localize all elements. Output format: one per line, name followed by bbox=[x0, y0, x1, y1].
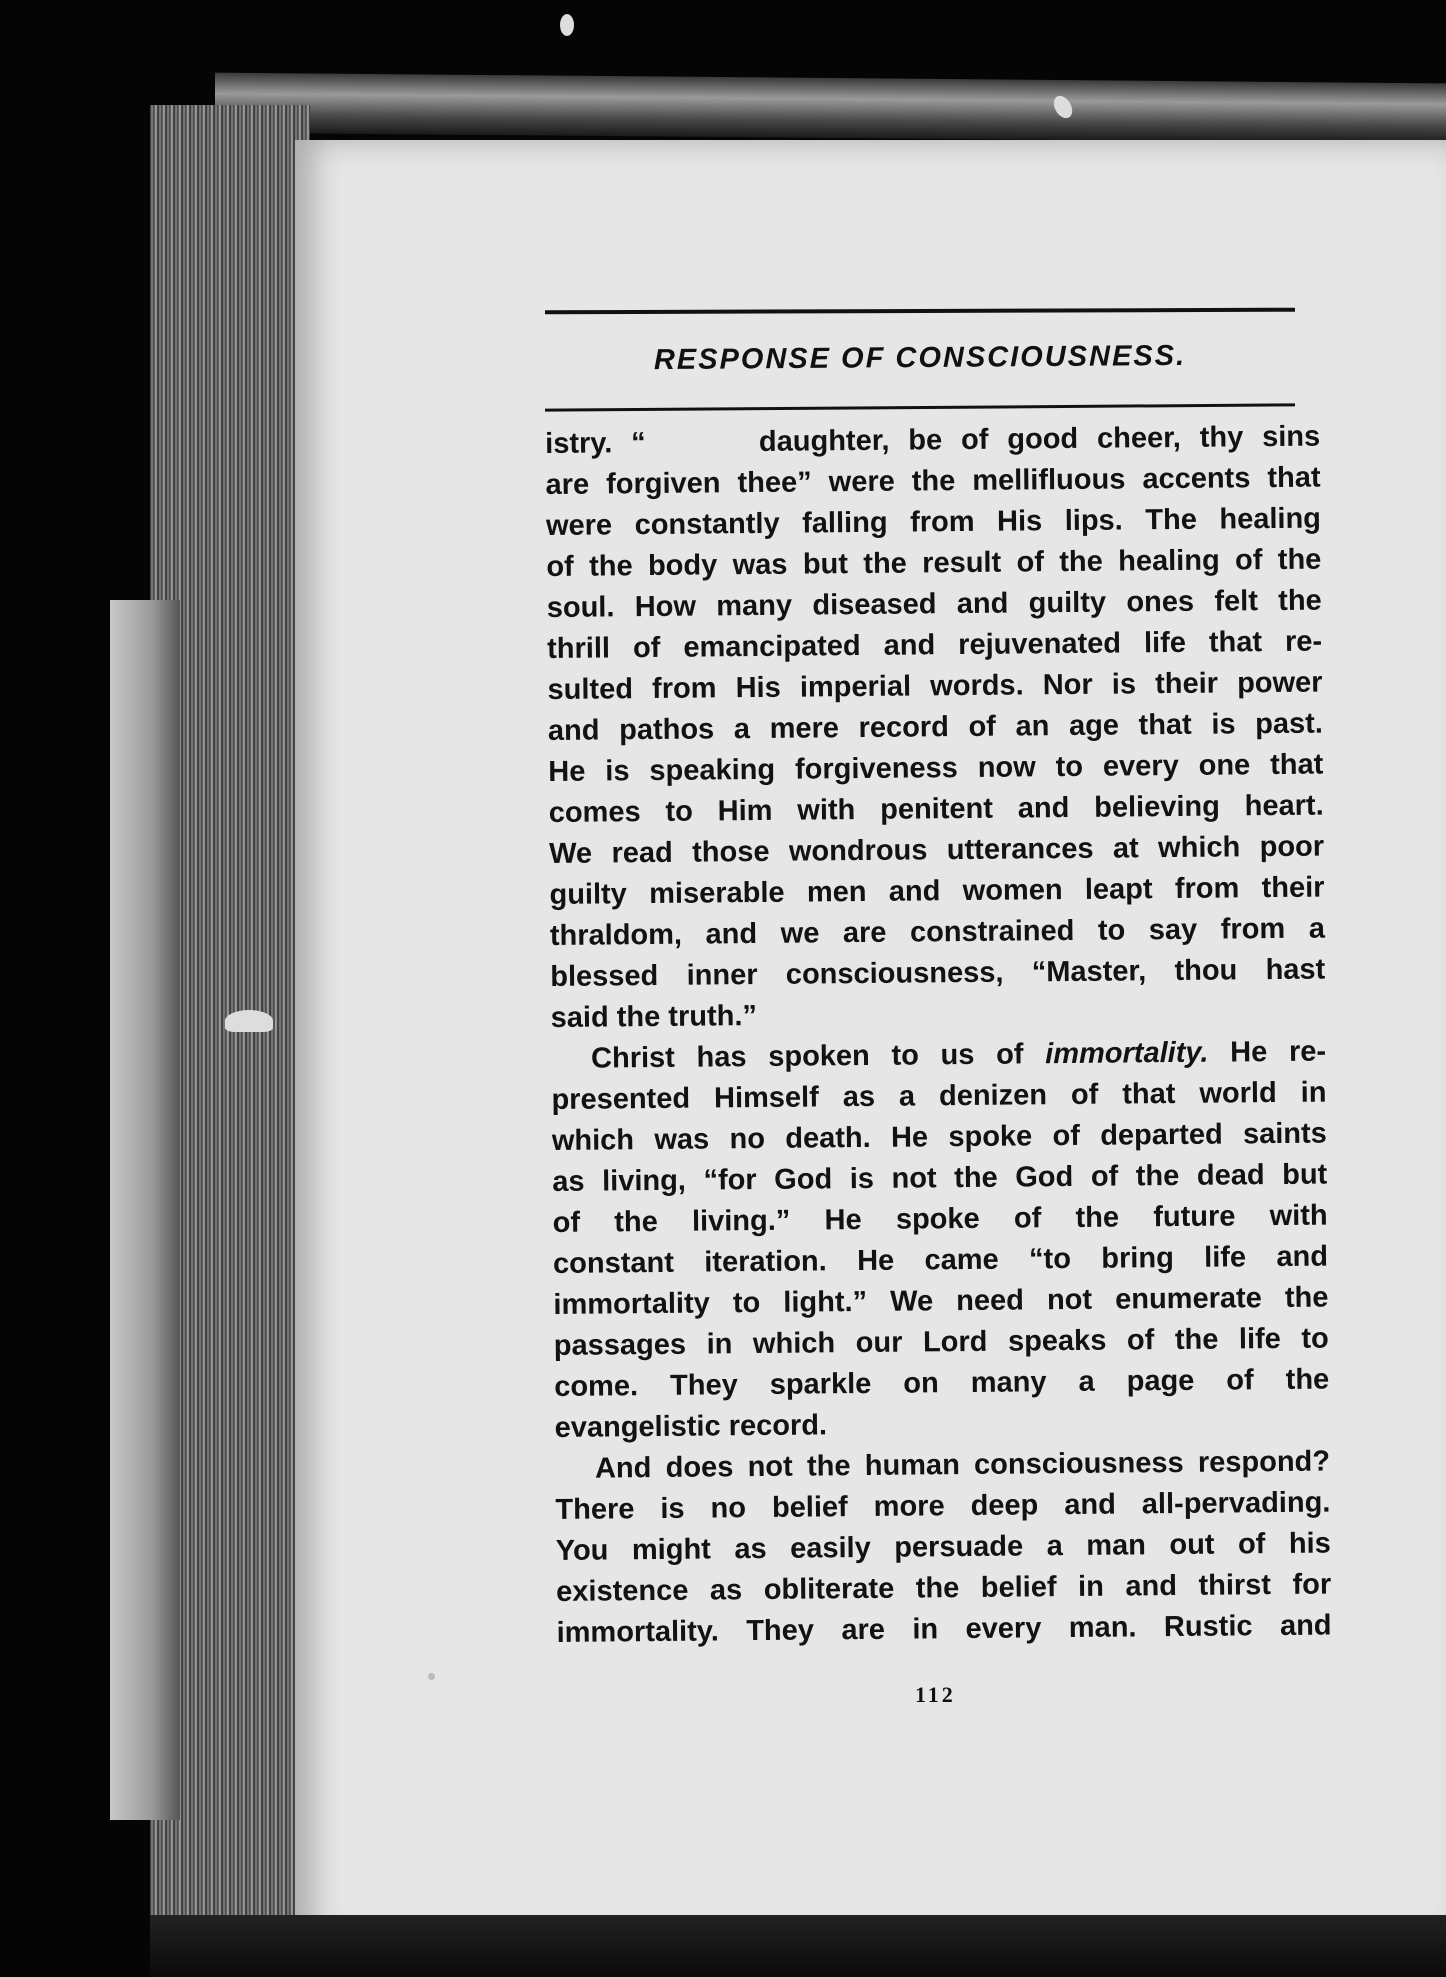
text-line: We read those wondrous utterances at which poor bbox=[548, 830, 1325, 870]
scan-speck bbox=[428, 1673, 435, 1680]
text-line: thraldom, and we are constrained to say from a bbox=[549, 912, 1326, 952]
text-line: and pathos a mere record of an age that is past. bbox=[547, 707, 1324, 747]
page-number: 112 bbox=[915, 1682, 956, 1707]
book-top-edge bbox=[215, 73, 1446, 144]
text-line: which was no death. He spoke of departed saints bbox=[551, 1117, 1328, 1157]
text-run: Christ has spoken to us of bbox=[590, 1038, 1046, 1075]
text-line: thrill of emancipated and rejuvenated life that re- bbox=[547, 625, 1323, 665]
text-run: He re- bbox=[1208, 1035, 1327, 1069]
text-line: evangelistic record. bbox=[554, 1409, 828, 1444]
text-line: passages in which our Lord speaks of the life to bbox=[553, 1322, 1329, 1362]
text-line: And does not the human consciousness respond? bbox=[594, 1445, 1331, 1485]
text-line: soul. How many diseased and guilty ones felt the bbox=[546, 584, 1322, 624]
text-line: There is no belief more deep and all-pervading. bbox=[555, 1486, 1331, 1526]
scan-speck bbox=[560, 14, 574, 36]
running-head: RESPONSE OF CONSCIOUSNESS. bbox=[653, 339, 1187, 377]
body-text bbox=[545, 417, 1332, 1654]
text-line: sulted from His imperial words. Nor is their power bbox=[547, 666, 1323, 706]
text-line: of the living.” He spoke of the future with bbox=[552, 1199, 1328, 1239]
text-line: immortality to light.” We need not enumerate the bbox=[553, 1281, 1329, 1321]
text-line: come. They sparkle on many a page of the bbox=[554, 1363, 1330, 1403]
text-line: presented Himself as a denizen of that world in bbox=[551, 1076, 1327, 1116]
text-line: blessed inner consciousness, “Master, thou hast bbox=[550, 953, 1326, 993]
text-line: You might as easily persuade a man out of his bbox=[555, 1527, 1331, 1567]
text-line: are forgiven thee” were the mellifluous accents that bbox=[545, 461, 1321, 501]
text-line: immortality. They are in every man. Rustic and bbox=[556, 1609, 1332, 1649]
text-line: He is speaking forgiveness now to every one that bbox=[548, 748, 1324, 788]
text-line: said the truth.” bbox=[550, 999, 758, 1034]
text-line: guilty miserable men and women leapt from their bbox=[549, 871, 1325, 911]
text-line: existence as obliterate the belief in and thirst for bbox=[556, 1568, 1332, 1608]
scan-speck bbox=[225, 1010, 273, 1032]
text-line: constant iteration. He came “to bring life and bbox=[552, 1240, 1329, 1280]
text-line: as living, “for God is not the God of the dead but bbox=[552, 1158, 1328, 1198]
italic-word: immortality. bbox=[1045, 1036, 1209, 1071]
bottom-shadow bbox=[150, 1915, 1446, 1977]
text-line: were constantly falling from His lips. The healing bbox=[545, 502, 1322, 542]
text-line: of the body was but the result of the healing of the bbox=[546, 543, 1322, 583]
page-edge-shade bbox=[110, 600, 180, 1820]
text-line: istry. “ daughter, be of good cheer, thy sins bbox=[545, 420, 1321, 460]
text-line: comes to Him with penitent and believing heart. bbox=[548, 789, 1324, 829]
